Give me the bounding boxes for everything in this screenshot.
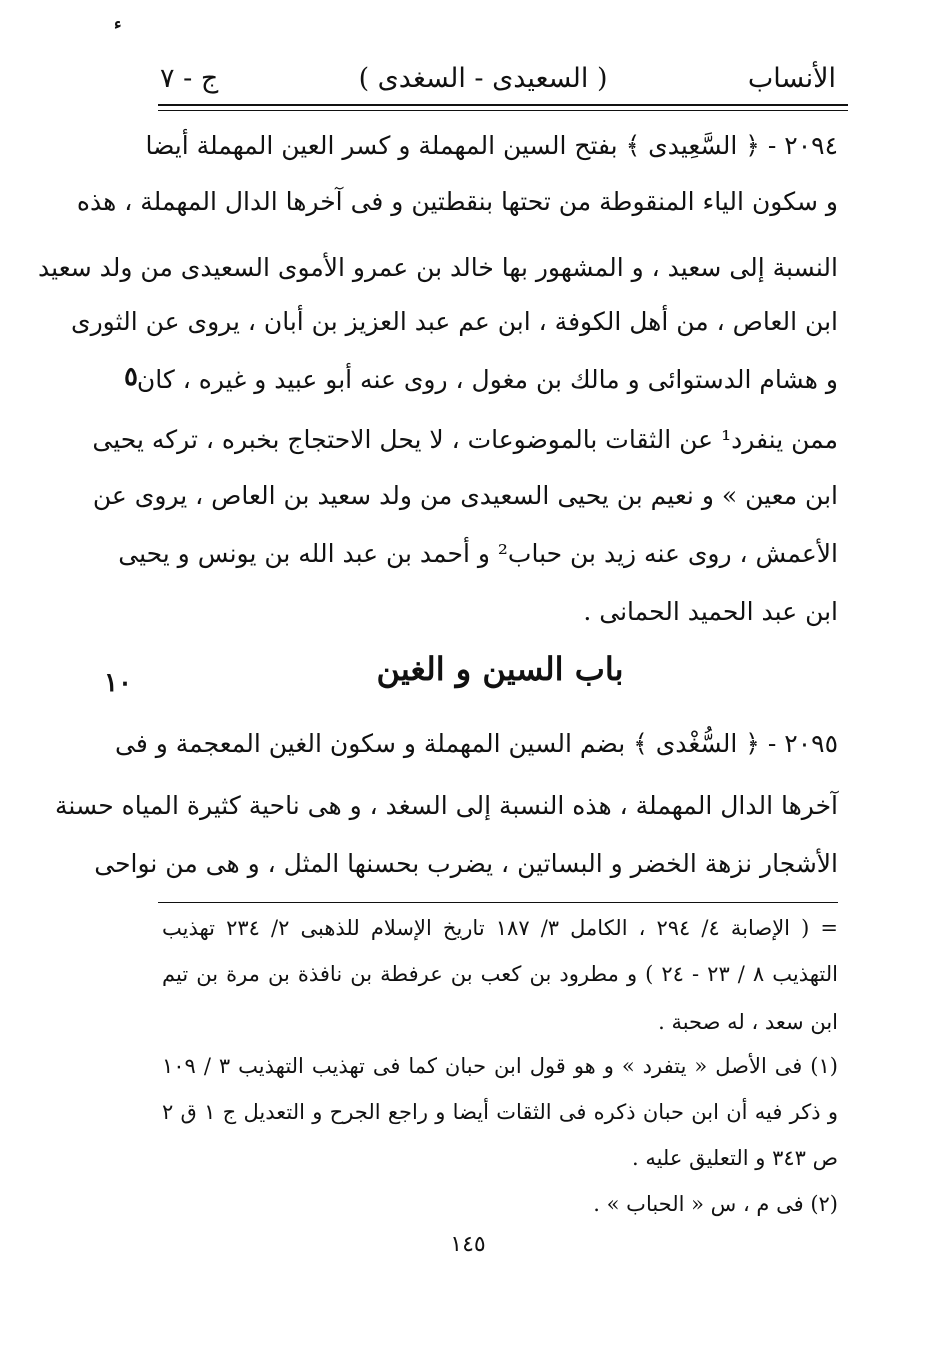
footnote-1-line-1: (١) فى الأصل « يتفرد » و هو قول ابن حبان كما فى تهذيب التهذيب ٣ / ١٠٩ (162, 1054, 838, 1078)
running-header (160, 58, 836, 98)
header-rule-thin (158, 110, 848, 111)
page-number: ١٤٥ (450, 1232, 486, 1257)
footnote-1-line-2: و ذكر فيه أن ابن حبان ذكره فى الثقات أيضا و راجع الجرح و التعديل ج ١ ق ٢ (162, 1100, 838, 1124)
entry-2094-line-5: و هشام الدستوائى و مالك بن مغول ، روى عنه أبو عبيد و غيره ، كان (136, 365, 838, 394)
entry-2094-line-2: و سكون الياء المنقوطة من تحتها بنقطتين و فى آخرها الدال المهملة ، هذه (76, 187, 838, 216)
entry-2094-line-8: الأعمش ، روى عنه زيد بن حباب² و أحمد بن عبد الله بن يونس و يحيى (118, 539, 838, 568)
line-number-10: ١٠ (104, 668, 132, 698)
entry-2095-line-3: الأشجار نزهة الخضر و البساتين ، يضرب بحسنها المثل ، و هى من نواحى (94, 849, 838, 878)
entry-2094-line-7: ابن معين » و نعيم بن يحيى السعيدى من ولد سعيد بن العاص ، يروى عن (92, 481, 838, 510)
footnote-continuation-line-2: التهذيب ٨ / ٢٣ - ٢٤ ) و مطرود بن كعب بن عرفطة بن نافذة بن مرة بن تيم (162, 962, 838, 986)
footnote-1-line-3: ص ٣٤٣ و التعليق عليه . (631, 1146, 838, 1170)
header-entry-range: ( السعيدى - السغدى ) (358, 62, 608, 94)
entry-2094-line-3: النسبة إلى سعيد ، و المشهور بها خالد بن عمرو الأموى السعيدى من ولد سعيد (38, 253, 838, 282)
entry-2095-line-1: ٢٠٩٥ - ﴿ السُّغْدى ﴾ بضم السين المهملة و سكون الغين المعجمة و فى (114, 729, 838, 758)
entry-2095-line-2: آخرها الدال المهملة ، هذه النسبة إلى السغد ، و هى ناحية كثيرة المياه حسنة (55, 791, 838, 820)
footnote-continuation-line-3: ابن سعد ، له صحبة . (658, 1010, 838, 1034)
entry-2094-line-1: ٢٠٩٤ - ﴿ السَّعِيدى ﴾ بفتح السين المهملة و كسر العين المهملة أيضا (145, 131, 838, 160)
entry-2094-line-4: ابن العاص ، من أهل الكوفة ، ابن عم عبد العزيز بن أبان ، يروى عن الثورى (71, 307, 838, 336)
header-rule (158, 104, 848, 106)
section-heading: باب السين و الغين (376, 650, 624, 688)
corner-mark: ء (114, 14, 122, 33)
header-volume: ج - ٧ (160, 62, 219, 94)
entry-2094-line-9: ابن عبد الحميد الحمانى . (583, 597, 838, 626)
footnote-2: (٢) فى م ، س « الحباب » . (593, 1192, 838, 1216)
line-number-5: ٥ (124, 362, 138, 392)
footnote-rule (158, 902, 838, 903)
footnote-continuation-line-1: = ( الإصابة ٤/ ٢٩٤ ، الكامل ٣/ ١٨٧ تاريخ الإسلام للذهبى ٢/ ٢٣٤ تهذيب (162, 916, 838, 940)
entry-2094-line-6: ممن ينفرد¹ عن الثقات بالموضوعات ، لا يحل الاحتجاج بخبره ، تركه يحيى (92, 425, 838, 454)
header-book-title: الأنساب (747, 62, 836, 94)
